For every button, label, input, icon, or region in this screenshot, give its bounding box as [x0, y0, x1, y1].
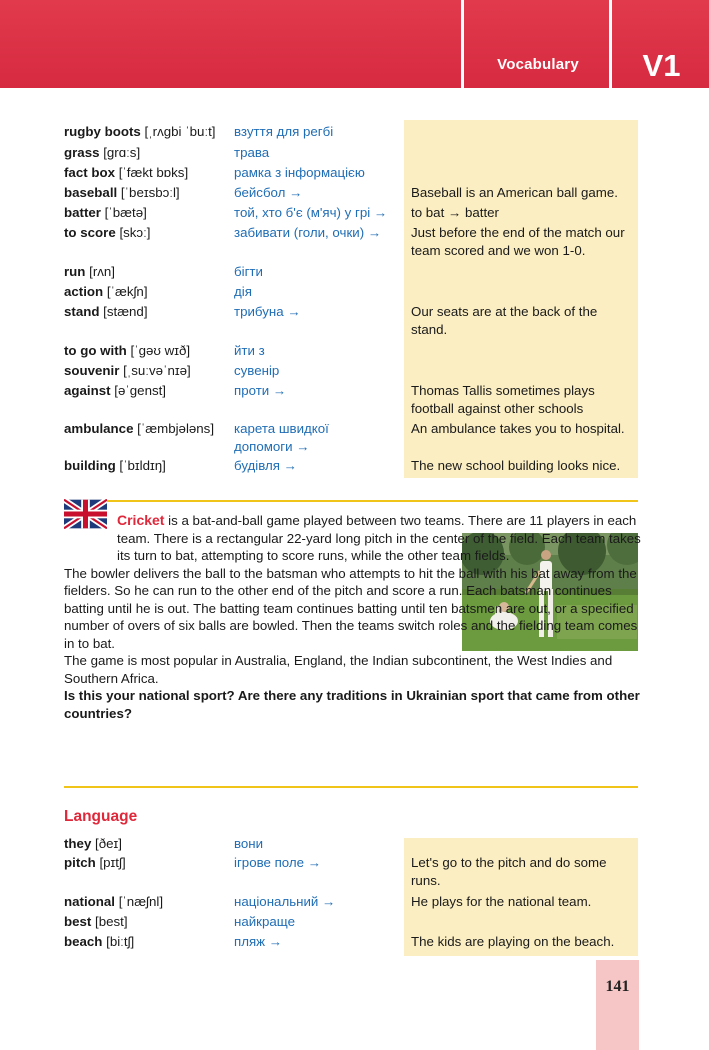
vocab-word: they — [64, 836, 92, 851]
vocab-example: Let's go to the pitch and do some runs. — [411, 855, 607, 888]
vocab-transcription: [ˈækʃn] — [106, 284, 148, 299]
vocab-translation: йти з — [234, 343, 265, 358]
vocab-transcription: [best] — [95, 914, 128, 929]
vocab-transcription: [ˌrʌgbi ˈbuːt] — [144, 124, 216, 139]
vocab-translation: ігрове поле → — [234, 855, 322, 870]
vocab-row — [0, 457, 709, 477]
vocab-transcription: [ˈnæʃnl] — [118, 894, 164, 909]
section-label: Vocabulary — [497, 56, 579, 73]
vocab-example: Baseball is an American ball game. — [411, 185, 618, 200]
vocab-row — [0, 164, 709, 184]
vocab-word: grass — [64, 145, 100, 160]
vocab-transcription: [ˌsuːvəˈnɪə] — [123, 363, 191, 378]
fact-question: Is this your national sport? Are there any traditions in Ukrainian sport that came from other countries? — [64, 688, 640, 721]
vocab-translation: той, хто б'є (м'яч) у грі → — [234, 205, 388, 220]
vocab-example: Our seats are at the back of the stand. — [411, 304, 598, 337]
vocab-example: Thomas Tallis sometimes plays football against other schools — [411, 383, 595, 416]
header-separator — [461, 0, 464, 88]
vocab-row — [0, 362, 709, 382]
page-number: 141 — [605, 978, 630, 995]
vocab-word: fact box — [64, 165, 115, 180]
vocab-word: national — [64, 894, 115, 909]
vocab-translation: трибуна → — [234, 304, 301, 319]
vocab-transcription: [pɪtʃ] — [99, 855, 126, 870]
vocab-transcription: [ˈæmbjələns] — [137, 421, 215, 436]
header-bar — [0, 0, 709, 88]
vocab-word: baseball — [64, 185, 118, 200]
vocab-word: run — [64, 264, 86, 279]
vocab-transcription: [ˈbætə] — [104, 205, 147, 220]
vocab-example: He plays for the national team. — [411, 894, 592, 909]
vocab-row — [0, 283, 709, 303]
vocab-word: against — [64, 383, 111, 398]
vocab-row — [0, 835, 709, 855]
vocab-word: building — [64, 458, 116, 473]
vocab-transcription: [ˈgəʊ wɪð] — [130, 343, 191, 358]
vocab-translation: дія — [234, 284, 252, 299]
vocab-transcription: [ˈbeɪsbɔːl] — [120, 185, 180, 200]
vocab-transcription: [grɑːs] — [103, 145, 141, 160]
vocab-row — [0, 854, 709, 894]
vocab-transcription: [ðeɪ] — [95, 836, 122, 851]
vocab-word: pitch — [64, 855, 96, 870]
vocab-transcription: [stænd] — [103, 304, 148, 319]
vocab-word: action — [64, 284, 104, 299]
vocab-translation: сувенір — [234, 363, 280, 378]
vocab-row — [0, 263, 709, 283]
vocab-word: ambulance — [64, 421, 134, 436]
vocab-word: beach — [64, 934, 103, 949]
vocab-transcription: [əˈgenst] — [114, 383, 167, 398]
fact-paragraph-1-text: is a bat-and-ball game played between two teams. There are 11 players in each team. There is a rectangular 22-yard long pitch in the center of the field. Each team takes its turn to bat, attempting to score runs, while the other team fields. — [117, 513, 641, 563]
vocab-row — [0, 913, 709, 933]
vocab-row — [0, 184, 709, 204]
unit-code: V1 — [642, 48, 681, 83]
fact-paragraph-3: The game is most popular in Australia, England, the Indian subcontinent, the West Indies and Southern Africa. — [64, 653, 613, 686]
vocab-translation: карета швидкої допомоги → — [234, 421, 329, 454]
vocab-transcription: [biːtʃ] — [106, 934, 135, 949]
vocab-word: rugby boots — [64, 124, 141, 139]
vocab-translation: взуття для регбі — [234, 124, 334, 139]
vocab-translation: трава — [234, 145, 270, 160]
vocab-transcription: [skɔː] — [119, 225, 151, 240]
vocab-word: best — [64, 914, 92, 929]
fact-box-text — [64, 512, 642, 722]
vocab-translation: проти → — [234, 383, 287, 398]
vocab-example: The kids are playing on the beach. — [411, 934, 615, 949]
vocab-row — [0, 933, 709, 953]
vocab-word: stand — [64, 304, 100, 319]
vocab-translation: бігти — [234, 264, 263, 279]
vocab-row — [0, 420, 709, 460]
vocab-transcription: [ˈfækt bɒks] — [118, 165, 189, 180]
vocab-row — [0, 303, 709, 343]
vocab-word: to score — [64, 225, 116, 240]
vocab-row — [0, 342, 709, 362]
vocab-row — [0, 123, 709, 143]
vocab-translation: рамка з інформацією — [234, 165, 365, 180]
vocab-translation: найкраще — [234, 914, 295, 929]
vocab-translation: забивати (голи, очки) → — [234, 225, 382, 240]
vocab-row — [0, 204, 709, 224]
vocab-example: The new school building looks nice. — [411, 458, 621, 473]
vocab-translation: бейсбол → — [234, 185, 303, 200]
vocab-example: to bat → batter — [411, 205, 499, 220]
vocab-row — [0, 382, 709, 422]
vocab-word: batter — [64, 205, 101, 220]
vocab-example: An ambulance takes you to hospital. — [411, 421, 625, 436]
vocab-row — [0, 893, 709, 913]
fact-keyword: Cricket — [117, 512, 165, 528]
vocab-row — [0, 144, 709, 164]
fact-paragraph-1 — [64, 512, 642, 565]
page-number-strip — [596, 960, 639, 1050]
fact-box-bottom-divider — [64, 786, 638, 788]
vocab-translation: пляж → — [234, 934, 283, 949]
fact-paragraph-2: The bowler delivers the ball to the batsman who attempts to hit the ball with his bat away from the fielders. So he can run to the other end of the pitch and score a run. Each batsman continues batting until he is out. The batting team continues batting until ten batsmen are out, or a specified number of overs of six balls are bowled. Then the teams switch roles and the fielding team comes in to bat. — [64, 565, 638, 651]
language-heading: Language — [64, 808, 138, 825]
vocab-translation: національний → — [234, 894, 336, 909]
vocab-translation: будівля → — [234, 458, 297, 473]
vocab-example: Just before the end of the match our team scored and we won 1-0. — [411, 225, 625, 258]
vocab-translation: вони — [234, 836, 264, 851]
vocab-transcription: [rʌn] — [89, 264, 115, 279]
vocab-transcription: [ˈbɪldɪŋ] — [119, 458, 166, 473]
vocab-word: souvenir — [64, 363, 120, 378]
vocab-word: to go with — [64, 343, 127, 358]
fact-box-top-divider — [64, 500, 638, 502]
vocab-row — [0, 224, 709, 264]
header-separator — [609, 0, 612, 88]
